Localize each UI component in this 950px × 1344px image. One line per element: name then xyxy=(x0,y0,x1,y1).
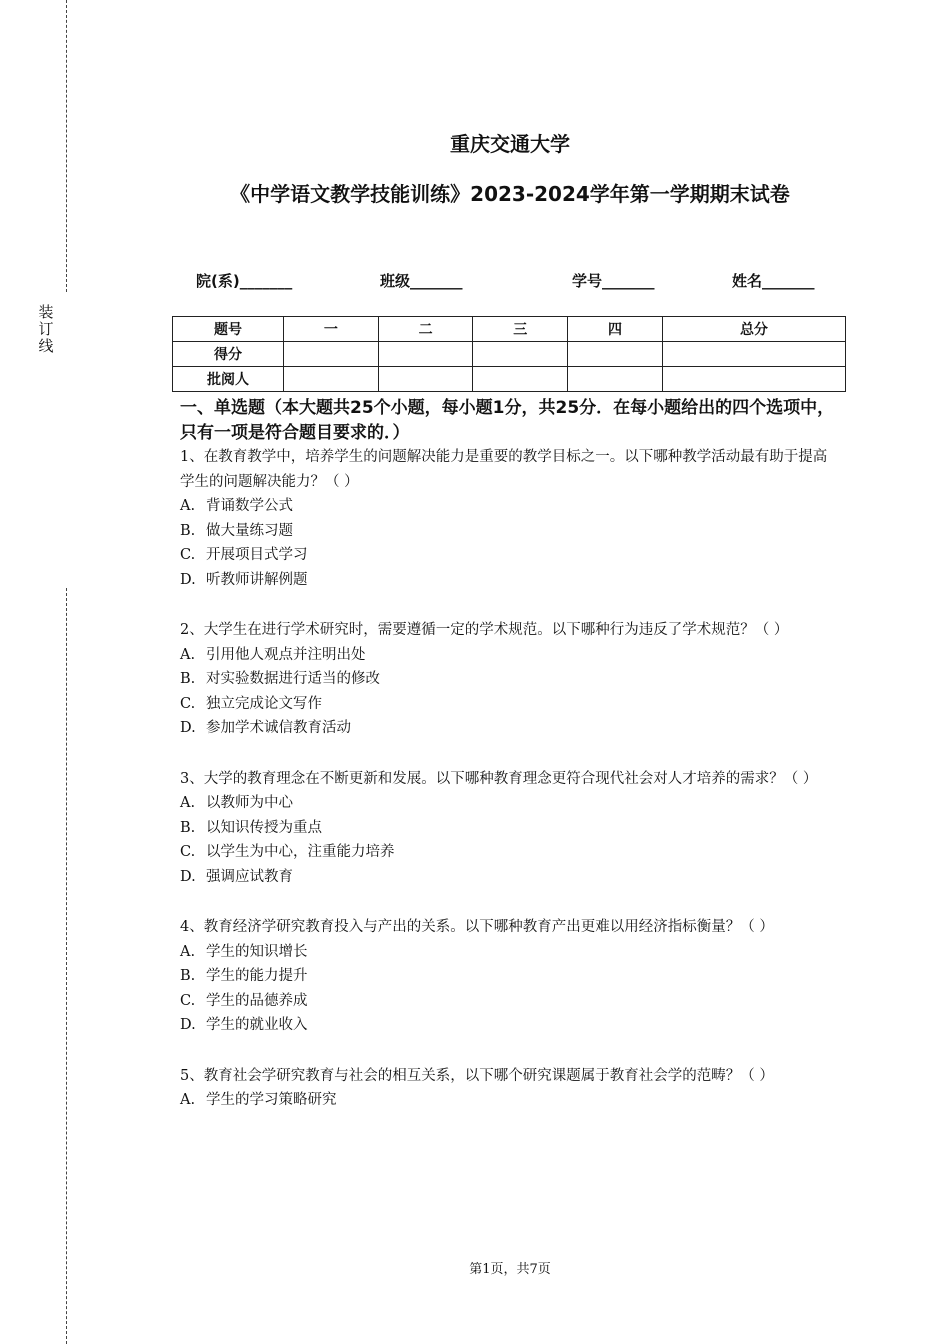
score-cell xyxy=(378,342,473,367)
exam-title: 《中学语文教学技能训练》2023-2024学年第一学期期末试卷 xyxy=(230,182,790,206)
option-text: 学生的就业收入 xyxy=(206,1017,308,1033)
score-row-label: 得分 xyxy=(173,342,284,367)
option-text: 对实验数据进行适当的修改 xyxy=(206,671,380,687)
score-row-label: 批阅人 xyxy=(173,367,284,392)
option xyxy=(180,791,840,816)
option xyxy=(180,840,840,865)
option-key: B. xyxy=(180,968,196,984)
option-key: A. xyxy=(180,795,196,811)
option-text: 参加学术诚信教育活动 xyxy=(206,720,351,736)
option xyxy=(180,940,840,965)
option-text: 背诵数学公式 xyxy=(206,498,293,514)
option xyxy=(180,568,840,593)
question-stem: 1、在教育教学中，培养学生的问题解决能力是重要的教学目标之一。以下哪种教学活动最有助于提高学生的问题解决能力？（ ） xyxy=(180,449,828,490)
section-title: 一、单选题（本大题共25个小题，每小题1分，共25分．在每小题给出的四个选项中，只有一项是符合题目要求的．） xyxy=(180,398,835,443)
score-cell xyxy=(568,342,663,367)
option-text: 引用他人观点并注明出处 xyxy=(206,646,366,663)
school-name: 重庆交通大学 xyxy=(450,132,570,156)
score-table-header-cell: 四 xyxy=(568,317,663,342)
option-key: C. xyxy=(180,547,196,563)
score-table-header-row xyxy=(173,317,846,342)
score-cell xyxy=(284,342,379,367)
score-table-row xyxy=(173,367,846,392)
option-text: 以教师为中心 xyxy=(206,795,293,811)
option xyxy=(180,716,840,741)
option-text: 以知识传授为重点 xyxy=(206,819,322,836)
option-text: 学生的学习策略研究 xyxy=(206,1092,337,1108)
option xyxy=(180,964,840,989)
question-stem: 4、教育经济学研究教育投入与产出的关系。以下哪种教育产出更难以用经济指标衡量？（ ） xyxy=(180,919,774,935)
option-key: A. xyxy=(180,498,196,514)
option xyxy=(180,989,840,1014)
option-text: 强调应试教育 xyxy=(206,868,293,885)
info-class: 班级_______ xyxy=(380,272,463,290)
option xyxy=(180,1013,840,1038)
score-cell xyxy=(284,367,379,392)
option-key: B. xyxy=(180,522,196,539)
score-table-header-cell: 题号 xyxy=(173,317,284,342)
question-stem: 5、教育社会学研究教育与社会的相互关系，以下哪个研究课题属于教育社会学的范畴？（ ） xyxy=(180,1067,774,1084)
score-cell xyxy=(473,342,568,367)
option-key: A. xyxy=(180,943,196,960)
binding-label: 装订线 xyxy=(38,303,54,355)
score-cell xyxy=(378,367,473,392)
option xyxy=(180,816,840,841)
info-name: 姓名_______ xyxy=(732,272,815,290)
option xyxy=(180,667,840,692)
question-stem: 2、大学生在进行学术研究时，需要遵循一定的学术规范。以下哪种行为违反了学术规范？（ ） xyxy=(180,622,789,638)
option-text: 开展项目式学习 xyxy=(206,547,308,563)
question xyxy=(180,1064,840,1113)
option-text: 学生的品德养成 xyxy=(206,992,308,1009)
score-cell xyxy=(662,367,845,392)
question xyxy=(180,445,840,592)
score-table-header-cell: 总分 xyxy=(662,317,845,342)
option-key: A. xyxy=(180,646,196,663)
option-key: D. xyxy=(180,868,196,885)
option-key: B. xyxy=(180,819,196,836)
info-department: 院(系)_______ xyxy=(196,272,293,290)
option xyxy=(180,519,840,544)
option-text: 独立完成论文写作 xyxy=(206,695,322,712)
option-key: D. xyxy=(180,571,196,588)
score-table-row xyxy=(173,342,846,367)
score-table-header-cell: 三 xyxy=(473,317,568,342)
binding-dashed-line-bottom xyxy=(66,588,67,1344)
option-text: 听教师讲解例题 xyxy=(206,571,308,588)
score-table-header-cell: 一 xyxy=(284,317,379,342)
page-footer: 第1页，共7页 xyxy=(469,1262,551,1277)
option xyxy=(180,494,840,519)
option xyxy=(180,692,840,717)
option-key: D. xyxy=(180,1017,196,1033)
option-key: B. xyxy=(180,671,196,687)
option-key: D. xyxy=(180,720,196,736)
option xyxy=(180,865,840,890)
score-cell xyxy=(662,342,845,367)
question-stem: 3、大学的教育理念在不断更新和发展。以下哪种教育理念更符合现代社会对人才培养的需求？（ ） xyxy=(180,770,818,787)
question xyxy=(180,618,840,741)
option-key: C. xyxy=(180,992,196,1009)
score-table-header-cell: 二 xyxy=(378,317,473,342)
score-cell xyxy=(473,367,568,392)
option-key: A. xyxy=(180,1092,196,1108)
question-list xyxy=(180,445,840,1139)
option-text: 以学生为中心，注重能力培养 xyxy=(206,844,395,860)
option xyxy=(180,543,840,568)
option xyxy=(180,1088,840,1113)
option-key: C. xyxy=(180,695,196,712)
option-text: 做大量练习题 xyxy=(206,522,293,539)
score-cell xyxy=(568,367,663,392)
question xyxy=(180,915,840,1038)
option xyxy=(180,643,840,668)
score-table xyxy=(172,316,846,392)
option-key: C. xyxy=(180,844,196,860)
question xyxy=(180,767,840,890)
option-text: 学生的能力提升 xyxy=(206,968,308,984)
info-student-id: 学号_______ xyxy=(572,272,655,290)
option-text: 学生的知识增长 xyxy=(206,943,308,960)
